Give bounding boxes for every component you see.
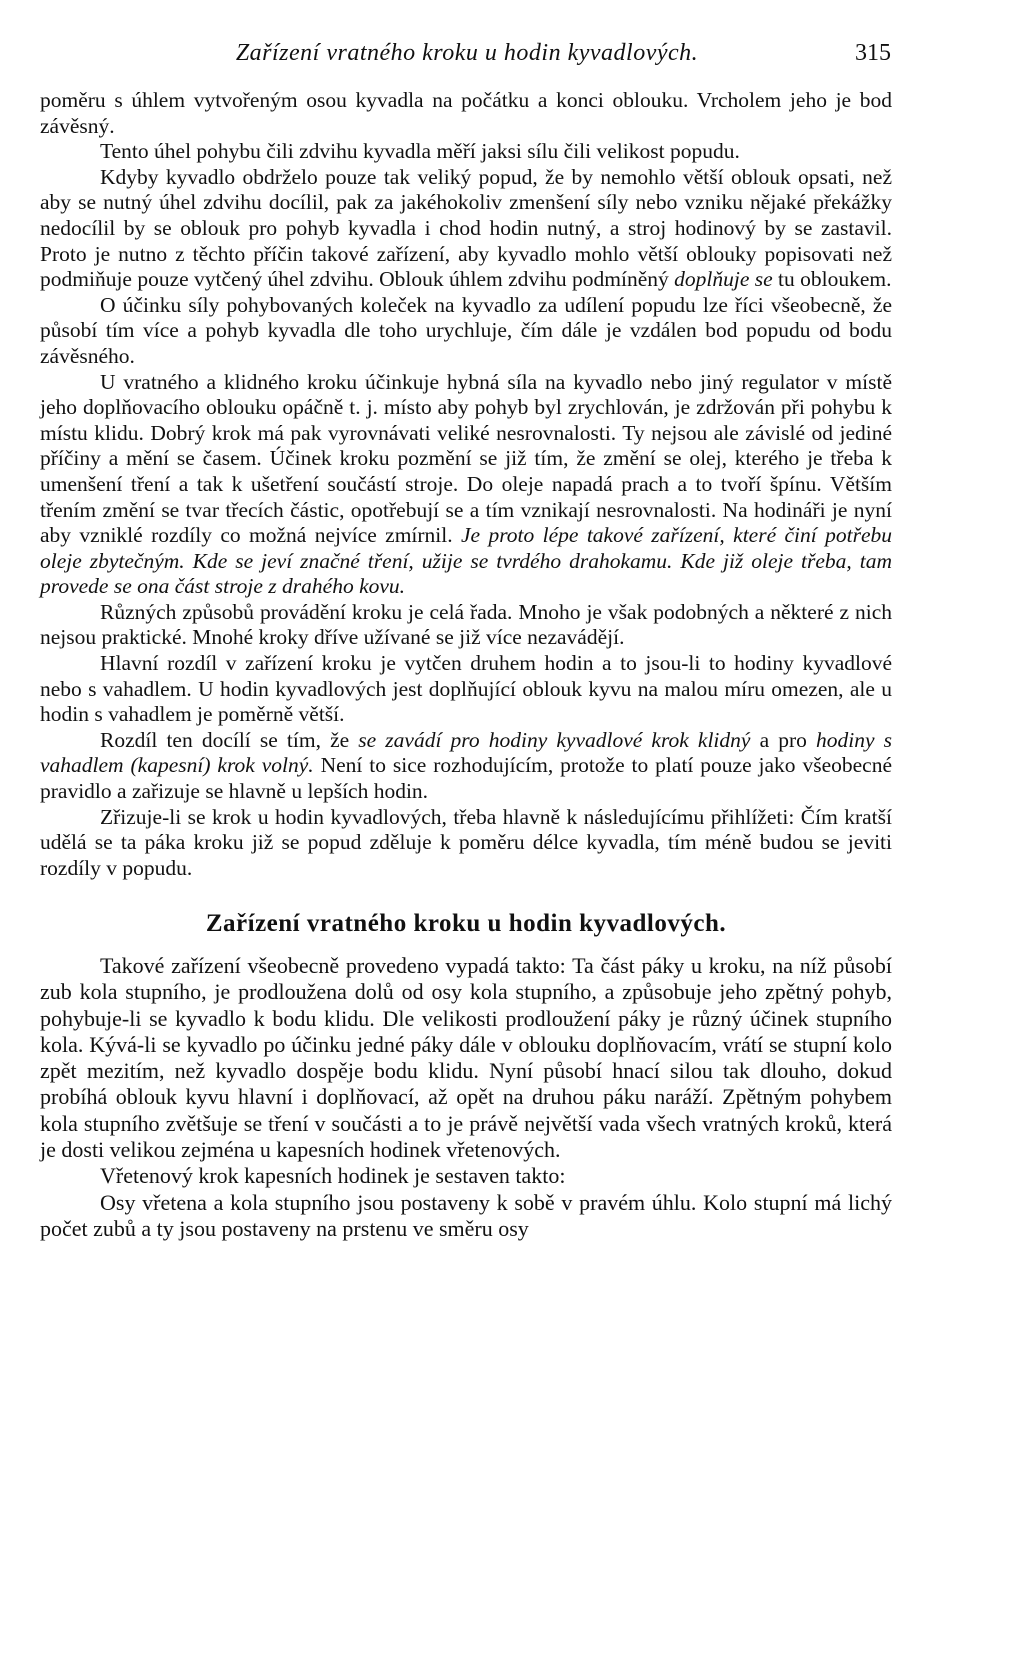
paragraph xyxy=(40,139,892,165)
italic-text: doplňuje se xyxy=(674,267,773,292)
section-heading: Zařízení vratného kroku u hodin kyvadlových. xyxy=(205,910,727,938)
text-run: Zřizuje-li se krok u hodin kyvadlových, třeba hlavně k následujícímu přihlížeti: Čím kratší udělá se ta páka kroku již se popud zděluje k poměru délce kyvadla, tím méně budou se jeviti rozdíly v popudu. xyxy=(40,804,892,880)
text-run: tu obloukem. xyxy=(772,267,892,292)
paragraph xyxy=(40,953,892,1163)
text-run: Takové zařízení všeobecně provedeno vypadá takto: Ta část páky u kroku, na níž působí zub kola stupního, je prodloužena dolů od osy kola stupního, a způsobuje jeho zpětný pohyb, pohybuje-li se kyvadlo k bodu klidu. Dle velikosti prodloužení páky je různý účinek stupního kola. Kývá-li se kyvadlo po účinku jedné páky dále v oblouku doplňovacím, vrátí se stupní kolo zpět mezitím, než kyvadlo dospěje bodu klidu. Nyní působí hnací silou tak dlouho, dokud probíhá oblouk kyvu hlavní i doplňovací, až opět na druhou páku naráží. Zpětným pohybem kola stupního zvětšuje se tření v součásti a to je právě největší vada všech vratných kroků, která je dosti velikou zejména u kapesních hodinek vřetenových. xyxy=(40,953,892,1163)
paragraph xyxy=(40,370,892,600)
italic-text: Je proto lépe takové zařízení, které činí potřebu oleje zbytečným. Kde se jeví značné tření, užije se tvrdého drahokamu. Kde již oleje třeba, tam provede se ona část stroje z drahého kovu. xyxy=(40,523,892,599)
section-text-block xyxy=(40,953,892,1242)
page-number: 315 xyxy=(855,40,891,66)
running-header: Zařízení vratného kroku u hodin kyvadlových. xyxy=(235,40,699,66)
text-run: a pro xyxy=(750,727,816,752)
text-run: Hlavní rozdíl v zařízení kroku je vytčen druhem hodin a to jsou-li to hodiny kyvadlové nebo s vahadlem. U hodin kyvadlových jest doplňující oblouk kyvu na malou míru omezen, ale u hodin s vahadlem je poměrně větší. xyxy=(40,651,892,727)
paragraph xyxy=(40,728,892,805)
paragraph xyxy=(40,805,892,882)
paragraph xyxy=(40,1163,892,1189)
text-run: Rozdíl ten docílí se tím, že xyxy=(100,727,359,752)
paragraph xyxy=(40,1190,892,1243)
text-run: Kdyby kyvadlo obdrželo pouze tak veliký popud, že by nemohlo větší oblouk opsati, než aby se nutný úhel zdvihu docílil, pak za jakéhokoliv zmenšení síly nebo vzniku nějaké překážky nedocílil by se oblouk pro pohyb kyvadla i chod hodin nutný, a stroj hodinový by se zastavil. Proto je nutno z těchto příčin takové zařízení, aby kyvadlo mohlo větší oblouky popisovati než podmiňuje pouze vytčený úhel zdvihu. Oblouk úhlem zdvihu podmíněný xyxy=(40,164,892,292)
page-body xyxy=(40,88,892,1242)
text-run: Tento úhel pohybu čili zdvihu kyvadla měří jaksi sílu čili velikost popudu. xyxy=(100,139,740,164)
text-run: poměru s úhlem vytvořeným osou kyvadla na počátku a konci oblouku. Vrcholem jeho je bod závěsný. xyxy=(40,88,892,138)
paragraph xyxy=(40,165,892,293)
upper-text-block xyxy=(40,88,892,881)
paragraph xyxy=(40,651,892,728)
text-run: O účinku síly pohybovaných koleček na kyvadlo za udílení popudu lze říci všeobecně, že působí tím více a pohyb kyvadla dle toho urychluje, čím dále je vzdálen bod popudu od bodu závěsného. xyxy=(40,292,892,368)
text-run: Různých způsobů provádění kroku je celá řada. Mnoho je však podobných a některé z nich nejsou praktické. Mnohé kroky dříve užívané se již více nezavádějí. xyxy=(40,599,892,650)
text-run: Není to sice rozhodujícím, protože to platí pouze jako všeobecné pravidlo a zařizuje se hlavně u lepších hodin. xyxy=(40,753,893,804)
italic-text: se zavádí pro hodiny kyvadlové krok klidný xyxy=(358,727,751,752)
paragraph xyxy=(40,600,892,651)
paragraph xyxy=(40,88,892,139)
text-run: Osy vřetena a kola stupního jsou postaveny k sobě v pravém úhlu. Kolo stupní má lichý počet zubů a ty jsou postaveny na prstenu ve směru osy xyxy=(40,1189,892,1241)
text-run: Vřetenový krok kapesních hodinek je sestaven takto: xyxy=(100,1163,566,1189)
paragraph xyxy=(40,293,892,370)
italic-text: hodiny s vahadlem (kapesní) krok volný. xyxy=(40,727,892,778)
text-run: U vratného a klidného kroku účinkuje hybná síla na kyvadlo nebo jiný regulator v místě jeho doplňovacího oblouku opáčně t. j. místo aby pohyb byl zrychlován, je zdržován při pohybu k místu klidu. Dobrý krok má pak vyrovnávati veliké nesrovnalosti. Ty nejsou ale závislé od jediné příčiny a mění se časem. Účinek kroku pozmění se již tím, že změní se olej, kterého je třeba k umenšení tření a tak k ušetření součástí stroje. Do oleje napadá prach a to tvoří špínu. Větším třením změní se tvar třecích částic, opotřebují se a tím vznikají nesrovnalosti. Na hodináři je nyní aby vzniklé rozdíly co možná nejvíce zmírnil. xyxy=(40,369,892,548)
